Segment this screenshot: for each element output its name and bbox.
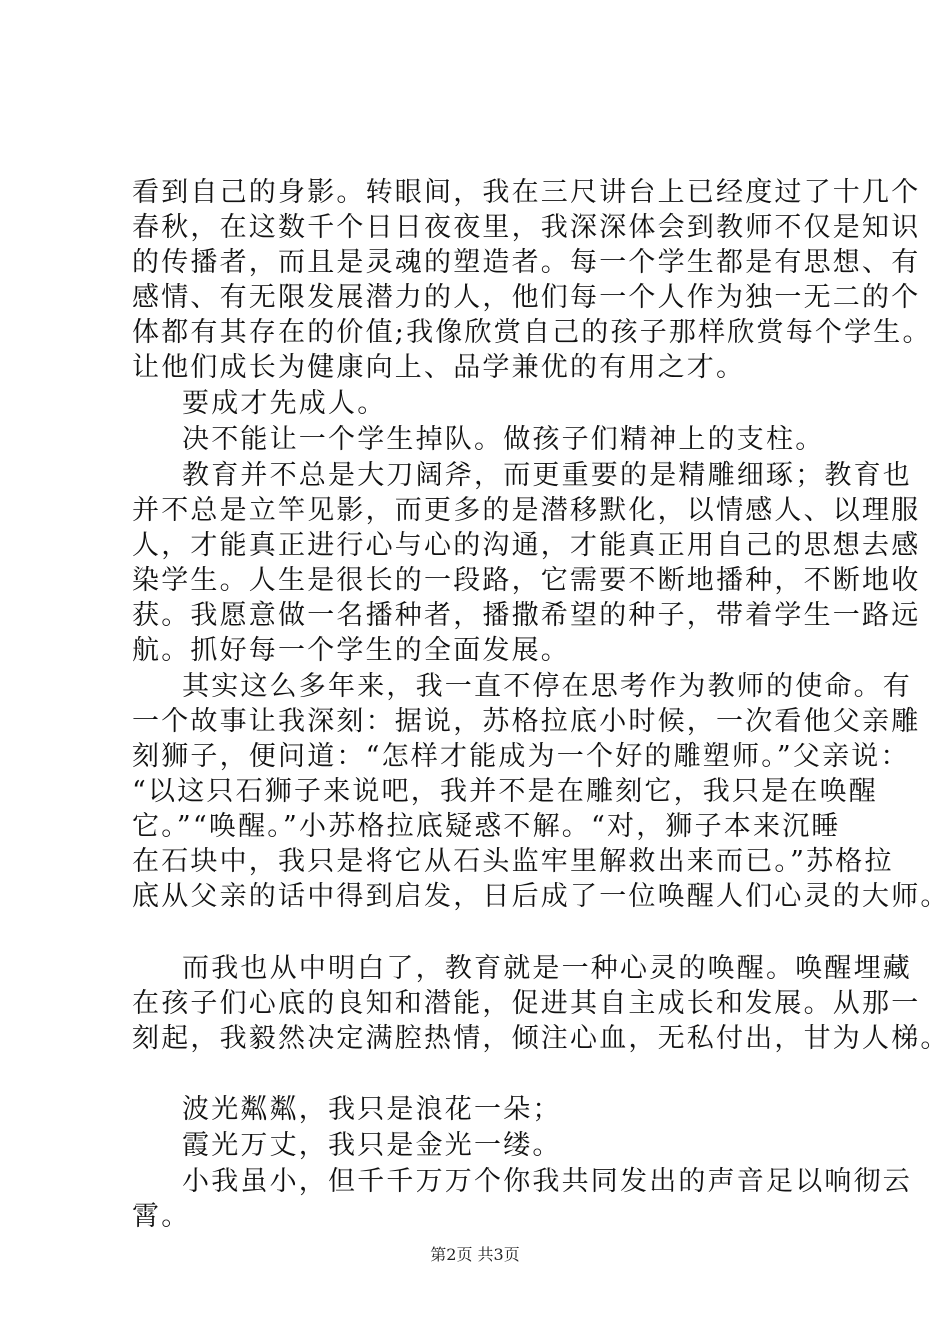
text-line: 人，才能真正进行心与心的沟通，才能真正用自己的思想去感 (132, 530, 921, 561)
text-line: 的传播者，而且是灵魂的塑造者。每一个学生都是有思想、有 (132, 247, 921, 278)
text-line: 在孩子们心底的良知和潜能，促进其自主成长和发展。从那一 (132, 988, 921, 1019)
text-line: 霞光万丈，我只是金光一缕。 (182, 1130, 562, 1161)
page-number-footer: 第2页 共3页 (430, 1245, 520, 1264)
text-line: 春秋，在这数千个日日夜夜里，我深深体会到教师不仅是知识 (132, 212, 921, 243)
text-line: “以这只石狮子来说吧，我并不是在雕刻它，我只是在唤醒 (132, 776, 879, 807)
text-line: 底从父亲的话中得到启发，日后成了一位唤醒人们心灵的大师。 (132, 881, 950, 912)
text-line: 波光粼粼，我只是浪花一朵； (182, 1094, 562, 1125)
text-line: 它。”“唤醒。”小苏格拉底疑惑不解。“对，狮子本来沉睡 (132, 811, 841, 842)
text-line: 在石块中，我只是将它从石头监牢里解救出来而已。”苏格拉 (132, 846, 894, 877)
text-line: 霄。 (132, 1201, 191, 1232)
text-line: 其实这么多年来，我一直不停在思考作为教师的使命。有 (182, 671, 912, 702)
text-line: 体都有其存在的价值;我像欣赏自己的孩子那样欣赏每个学生。 (132, 317, 932, 348)
text-line: 要成才先成人。 (182, 388, 387, 419)
text-line: 而我也从中明白了，教育就是一种心灵的唤醒。唤醒埋藏 (182, 953, 912, 984)
text-line: 一个故事让我深刻：据说，苏格拉底小时候，一次看他父亲雕 (132, 706, 921, 737)
text-line: 获。我愿意做一名播种者，播撒希望的种子，带着学生一路远 (132, 600, 921, 631)
text-line: 并不总是立竿见影，而更多的是潜移默化，以情感人、以理服 (132, 495, 921, 526)
text-line: 航。抓好每一个学生的全面发展。 (132, 635, 570, 666)
text-line: 看到自己的身影。转眼间，我在三尺讲台上已经度过了十几个 (132, 177, 921, 208)
text-line: 刻起，我毅然决定满腔热情，倾注心血，无私付出，甘为人梯。 (132, 1023, 950, 1054)
text-line: 小我虽小，但千千万万个你我共同发出的声音足以响彻云 (182, 1166, 912, 1197)
text-line: 决不能让一个学生掉队。做孩子们精神上的支柱。 (182, 424, 825, 455)
text-line: 教育并不总是大刀阔斧，而更重要的是精雕细琢；教育也 (182, 460, 912, 491)
text-line: 染学生。人生是很长的一段路，它需要不断地播种，不断地收 (132, 565, 921, 596)
text-line: 让他们成长为健康向上、品学兼优的有用之才。 (132, 352, 746, 383)
text-line: 感情、有无限发展潜力的人，他们每一个人作为独一无二的个 (132, 282, 921, 313)
text-line: 刻狮子，便问道：“怎样才能成为一个好的雕塑师。”父亲说： (132, 741, 910, 772)
